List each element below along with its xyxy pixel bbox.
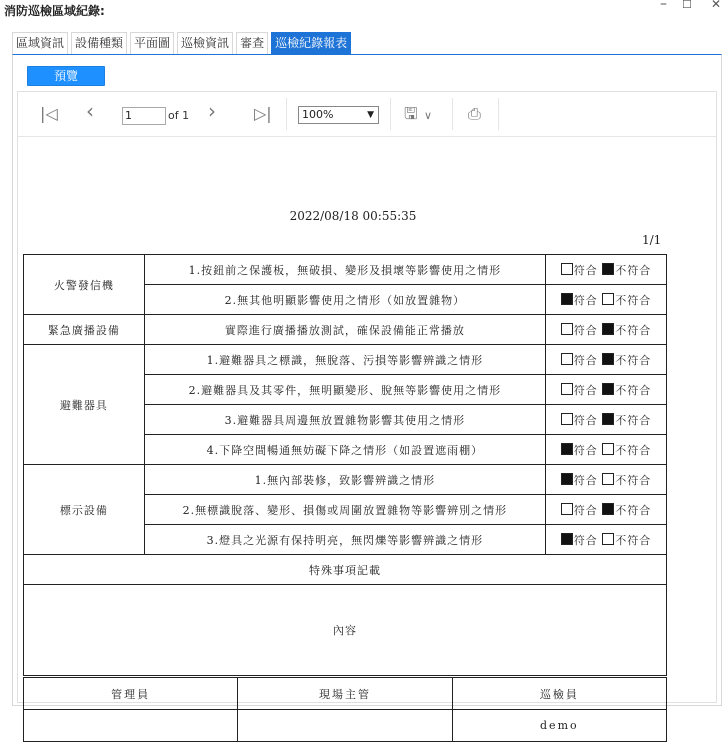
signer-role: 管理員 [24, 678, 238, 710]
result-cell [546, 465, 667, 495]
item-text: 1.按鈕前之保護板，無破損、變形及損壞等影響使用之情形 [144, 255, 545, 285]
pass-checkbox-label: 符合 [573, 503, 598, 517]
pass-checkbox [561, 533, 573, 545]
pass-checkbox-label: 符合 [573, 353, 598, 367]
pass-checkbox-label: 符合 [573, 413, 598, 427]
signature-table [23, 677, 667, 742]
tab-inspection-report[interactable]: 巡檢紀錄報表 [271, 32, 351, 54]
fail-checkbox [602, 413, 614, 425]
special-title: 特殊事項記載 [24, 555, 667, 585]
report-panel [12, 54, 722, 732]
result-cell [546, 375, 667, 405]
pass-checkbox [561, 323, 573, 335]
close-icon[interactable]: ✕ [711, 0, 722, 11]
item-text: 4.下降空間暢通無妨礙下降之情形（如設置遮雨棚） [144, 435, 545, 465]
category-cell: 火警發信機 [24, 255, 145, 315]
pass-checkbox [561, 263, 573, 275]
inspection-row [24, 345, 667, 375]
item-text: 1.無內部裝修，致影響辨識之情形 [144, 465, 545, 495]
pass-checkbox [561, 473, 573, 485]
special-title-row [24, 555, 667, 585]
special-content: 內容 [24, 585, 667, 676]
item-text: 2.無標識脫落、變形、損傷或周圍放置雜物等影響辨別之情形 [144, 495, 545, 525]
fail-checkbox-label: 不符合 [615, 323, 652, 337]
report-datetime: 2022/08/18 00:55:35 [289, 209, 417, 223]
pass-checkbox-label: 符合 [573, 473, 598, 487]
fail-checkbox [602, 473, 614, 485]
item-text: 2.無其他明顯影響使用之情形（如放置雜物） [144, 285, 545, 315]
tab-floor-plan[interactable]: 平面圖 [130, 32, 174, 54]
category-cell: 緊急廣播設備 [24, 315, 145, 345]
item-text: 3.避難器具周邊無放置雜物影響其使用之情形 [144, 405, 545, 435]
result-cell [546, 495, 667, 525]
tab-inspection-info[interactable]: 巡檢資訊 [177, 32, 233, 54]
fail-checkbox-label: 不符合 [615, 443, 652, 457]
signer-name [24, 710, 238, 742]
tab-review[interactable]: 審查 [236, 32, 268, 54]
minimize-icon[interactable]: – [660, 0, 667, 12]
result-cell [546, 315, 667, 345]
pass-checkbox-label: 符合 [573, 323, 598, 337]
pass-checkbox-label: 符合 [573, 383, 598, 397]
fail-checkbox-label: 不符合 [615, 293, 652, 307]
pass-checkbox [561, 353, 573, 365]
item-text: 3.燈具之光源有保持明亮，無閃爍等影響辨識之情形 [144, 525, 545, 555]
signer-role: 巡檢員 [452, 678, 666, 710]
fail-checkbox [602, 323, 614, 335]
fail-checkbox [602, 533, 614, 545]
fail-checkbox [602, 293, 614, 305]
tab-bar [12, 32, 354, 54]
pass-checkbox-label: 符合 [573, 443, 598, 457]
special-content-row [24, 585, 667, 676]
chevron-down-icon: ▼ [367, 110, 374, 120]
preview-button[interactable]: 預覽 [27, 66, 105, 86]
restore-icon[interactable]: ☐ [682, 0, 692, 11]
inspection-table [23, 254, 667, 676]
fail-checkbox-label: 不符合 [615, 263, 652, 277]
report-page [18, 137, 716, 732]
pass-checkbox-label: 符合 [573, 533, 598, 547]
result-cell [546, 435, 667, 465]
fail-checkbox [602, 443, 614, 455]
report-page-count: 1/1 [642, 233, 662, 247]
viewer-toolbar [18, 92, 716, 137]
fail-checkbox [602, 503, 614, 515]
toolbar-divider [390, 98, 391, 130]
category-cell: 標示設備 [24, 465, 145, 555]
fail-checkbox-label: 不符合 [615, 413, 652, 427]
pass-checkbox-label: 符合 [573, 293, 598, 307]
toolbar-divider [286, 98, 287, 130]
next-page-icon[interactable]: › [208, 99, 216, 123]
inspection-row [24, 465, 667, 495]
page-number-input[interactable]: 1 [122, 107, 166, 125]
print-icon[interactable]: ⎙ [468, 104, 481, 123]
item-text: 2.避難器具及其零件，無明顯變形、脫無等影響使用之情形 [144, 375, 545, 405]
save-icon[interactable]: 🖫 [404, 104, 418, 123]
signer-name: demo [452, 710, 666, 742]
fail-checkbox-label: 不符合 [615, 533, 652, 547]
signer-role: 現場主管 [238, 678, 452, 710]
report-viewer [17, 91, 717, 732]
result-cell [546, 525, 667, 555]
fail-checkbox-label: 不符合 [615, 473, 652, 487]
page-total-label: of 1 [168, 109, 190, 122]
first-page-icon[interactable]: |◁ [40, 104, 58, 123]
tab-equipment-type[interactable]: 設備種類 [71, 32, 127, 54]
pass-checkbox-label: 符合 [573, 263, 598, 277]
toolbar-divider [498, 98, 499, 130]
item-text: 1.避難器具之標識，無脫落、污損等影響辨識之情形 [144, 345, 545, 375]
signer-name [238, 710, 452, 742]
fail-checkbox [602, 353, 614, 365]
signer-names-row [24, 710, 667, 742]
fail-checkbox-label: 不符合 [615, 503, 652, 517]
inspection-row [24, 315, 667, 345]
pass-checkbox [561, 503, 573, 515]
chevron-down-icon[interactable]: ∨ [424, 109, 433, 122]
pass-checkbox [561, 383, 573, 395]
result-cell [546, 405, 667, 435]
last-page-icon[interactable]: ▷| [254, 104, 272, 123]
signer-roles-row [24, 678, 667, 710]
category-cell: 避難器具 [24, 345, 145, 465]
pass-checkbox [561, 443, 573, 455]
inspection-row [24, 255, 667, 285]
window-title: 消防巡檢區域紀錄: [4, 4, 105, 18]
item-text: 實際進行廣播播放測試，確保設備能正常播放 [144, 315, 545, 345]
fail-checkbox [602, 383, 614, 395]
previous-page-icon[interactable]: ‹ [86, 99, 94, 123]
zoom-select[interactable] [298, 106, 379, 124]
tab-area-info[interactable]: 區域資訊 [12, 32, 68, 54]
fail-checkbox-label: 不符合 [615, 353, 652, 367]
zoom-value: 100% [302, 108, 334, 121]
fail-checkbox [602, 263, 614, 275]
result-cell [546, 255, 667, 285]
pass-checkbox [561, 293, 573, 305]
toolbar-divider [452, 98, 453, 130]
title-bar [0, 0, 727, 22]
result-cell [546, 345, 667, 375]
pass-checkbox [561, 413, 573, 425]
fail-checkbox-label: 不符合 [615, 383, 652, 397]
result-cell [546, 285, 667, 315]
